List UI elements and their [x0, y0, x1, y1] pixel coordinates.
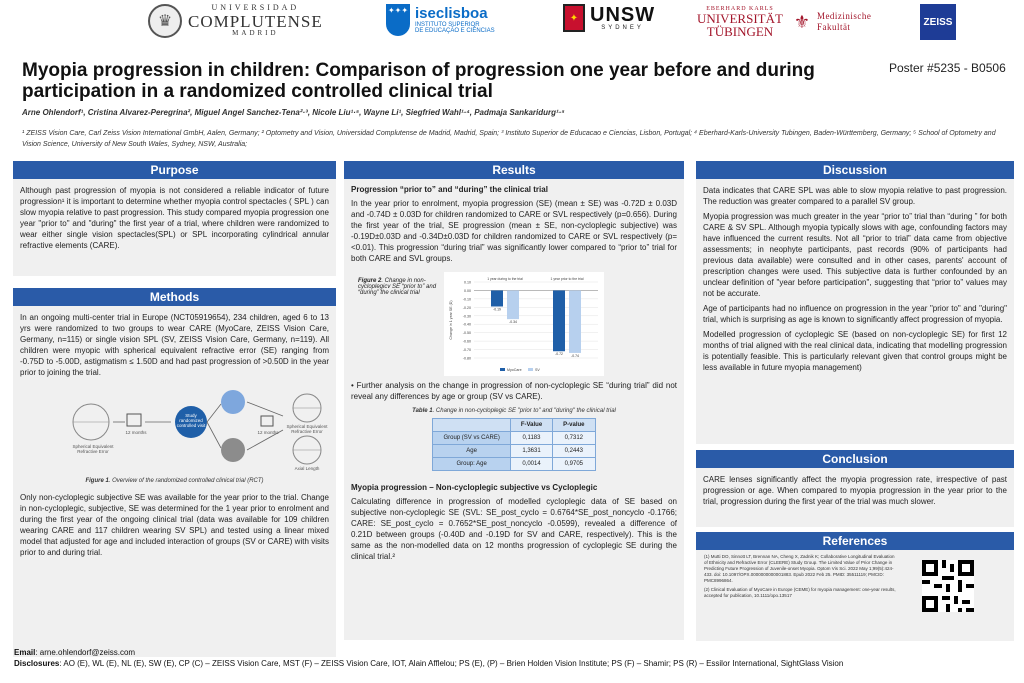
table-cell: 1,3631	[510, 445, 552, 458]
tub-line2: UNIVERSITÄT	[697, 11, 783, 26]
y-axis-label: Change in 1 year SE (D)	[449, 300, 453, 340]
ucm-logo	[148, 4, 323, 38]
table-cell: 0,2443	[553, 445, 595, 458]
y-tick-label: -0.30	[462, 314, 471, 319]
results-table	[432, 418, 595, 471]
unsw-sub: SYDNEY	[601, 25, 644, 31]
data-label: -0.19	[493, 307, 501, 312]
bar-myocare-0	[491, 290, 503, 306]
poster-title: Myopia progression in children: Comparison of progression one year before and during participation in a randomized controlled clinical trial	[22, 60, 815, 102]
legend-label: SV	[535, 368, 540, 372]
category-label: 1 year prior to the trial	[550, 277, 584, 281]
legend-swatch-sv	[528, 368, 533, 371]
results-subhead-2: Myopia progression – Non-cycloplegic subjective vs Cycloplegic	[351, 483, 598, 492]
tub-line1: EBERHARD KARLS	[706, 6, 774, 12]
table1-label: Table 1	[412, 408, 433, 414]
results-bullet: • Further analysis on the change in progression of non-cycloplegic SE “during trial” did not reveal any differences by age or group (SV vs CARE).	[351, 381, 677, 401]
label-12m-a: 12 months	[125, 430, 147, 435]
references-list	[696, 550, 906, 603]
results-bullet-text: Further analysis on the change in progression of non-cycloplegic SE “during trial” did not reveal any differences by age or group (SV vs CARE).	[351, 381, 677, 401]
y-tick-label: -0.40	[462, 322, 471, 327]
figure2-label: Figure 2	[358, 278, 382, 284]
ucm-line1: UNIVERSIDAD	[211, 3, 300, 13]
sv-group-node	[221, 438, 245, 462]
results-text-2: Calculating difference in progression of modelled cycloplegic data of SE based on subjective non-cycloplegic SE (SVL: SE_post_cyclo = 0.6764*SE_post_noncyclo -0.1766; CARE: SE_post_cyclo = 0.7652*SE_post_noncyclo -0.0599), revealed a difference of 0.21D between groups (-0.40D and -0.19D for SV and CARE, respectively). This is the same as the non-modelled data on 12 months progression of cycloplegic SE during the clinical trial.²	[351, 497, 677, 561]
ucm-line3: MADRID	[232, 29, 279, 38]
email-address[interactable]: : arne.ohlendorf@zeiss.com	[35, 648, 136, 657]
figure1-caption-text: . Overview of the randomized controlled clinical trial (RCT)	[108, 478, 264, 484]
y-tick-label: -0.50	[462, 331, 471, 336]
table1-caption	[344, 408, 684, 414]
table-header-cell: F-Value	[510, 419, 552, 432]
disclosures-label: Disclosures	[14, 659, 60, 668]
left-column	[13, 161, 336, 657]
figure2	[344, 270, 684, 378]
care-group-node	[221, 390, 245, 414]
purpose-panel	[13, 179, 336, 276]
email-label: Email	[14, 648, 36, 657]
footer-email-line	[14, 647, 1014, 658]
unsw-name: UNSW	[590, 4, 656, 26]
results-text-1: In the year prior to enrolment, myopia progression (SE) (mean ± SE) was -0.72D ± 0.03D and -0.74D ± 0.03D for children randomized to CARE or SVL respectively (p=0.656). During the first year of the trial, SE progression (mean ± SE, non-cycloplegic subjective) was -0.19D±0.03D and -0.34D±0.03D for children randomized to CARE or SVL respectively (p=<0.01). This progression “during trial” was significantly lower compared to “prior to” trial for both CARE and SVL groups.	[351, 199, 677, 263]
discussion-p2: Myopia progression was much greater in the year “prior to” trial than “during ” for both CARE & SV SPL. Although myopia typically slows with age, confounding factors may have influenced the current results. Not all “prior to trial” data came from objective assessments; in neophyte participants, past records (90% of participants had previous data available) were consulted and in other cases, parents' account of prescription changes were used. This subjective data is further confounded by an unclear definition of "year before participation", suggesting that “prior to” values may not be accurate.	[703, 212, 1007, 298]
tubingen-logo	[697, 6, 871, 38]
logo-bar	[0, 0, 1024, 50]
se-change-bar-chart	[444, 272, 604, 376]
label-se-before: Spherical Equivalent Refractive Error	[72, 444, 114, 454]
y-tick-label: 0.10	[464, 280, 471, 285]
isec-name: iseclisboa	[415, 4, 488, 22]
label-12m-b: 12 months	[257, 430, 279, 435]
footer-disclosures-line	[14, 658, 1014, 669]
table-cell: 0,1183	[510, 432, 552, 445]
table-header-cell: P-value	[553, 419, 595, 432]
legend-label: MyoCare	[507, 368, 522, 372]
author-list: Arne Ohlendorf¹, Cristina Alvarez-Peregrina², Miguel Angel Sanchez-Tena²·³, Nicole Liu¹·⁵, Wayne Li¹, Siegfried Wahl¹·⁴, Padmaja Sankaridurg¹·⁵	[22, 108, 565, 117]
calendar-icon-2	[261, 416, 273, 426]
conclusion-text: CARE lenses significantly affect the myopia progression rate, irrespective of past progression or age. When compared to myopia progression in the year prior to the trial, progression during the first year of the trial was much slower.	[703, 475, 1007, 506]
y-tick-label: -0.80	[462, 356, 471, 361]
discussion-heading: Discussion	[696, 161, 1014, 179]
middle-column	[344, 161, 684, 640]
references-heading: References	[696, 532, 1014, 550]
figure1-label: Figure 1	[85, 478, 109, 484]
category-label: 1 year during to the trial	[487, 277, 523, 281]
rct-overview-diagram	[21, 386, 328, 476]
right-column	[696, 161, 1014, 641]
isec-shield-icon: ✦✦✦	[386, 4, 410, 36]
tub-seal-icon: ⚜	[793, 11, 810, 32]
table-header-row	[433, 419, 595, 432]
methods-text-2: Only non-cycloplegic subjective SE was available for the year prior to the trial. Change in non-cycloplegic, subjective, SE was determined for the 1 year prior to enrolment and during the first year of the ongoing clinical trial (data was available for 109 children wearing CARE and 117 children wearing SV SPL) and tested using a linear mixed model that adjusted for age and included interaction of groups (SV or CARE) with visits prior to and during trial.	[20, 493, 329, 557]
results-panel	[344, 179, 684, 640]
isec-logo	[386, 4, 495, 36]
ucm-seal-icon: ♛	[148, 4, 182, 38]
y-tick-label: -0.60	[462, 339, 471, 344]
discussion-p1: Data indicates that CARE SPL was able to slow myopia relative to past progression. The reduction was greater compared to a parallel SV group.	[703, 186, 1007, 206]
table-cell: 0,0014	[510, 458, 552, 471]
affiliations: ¹ ZEISS Vision Care, Carl Zeiss Vision International GmbH, Aalen, Germany; ² Optometry and Vision, Universidad Complutense de Madrid, Madrid, Spain; ³ Instituto Superior de Educacao e Ciencias, Lisbon, Portugal; ⁴ Eberhard-Karls-University Tubingen, Baden-Württemberg, Germany; ⁵ School of Optometry and Vision Science, University of New South Wales, Sydney, NSW, Australia;	[22, 130, 996, 148]
methods-panel	[13, 306, 336, 657]
table-cell: 0,7312	[553, 432, 595, 445]
table-cell: Group (SV vs CARE)	[433, 432, 510, 445]
table1-caption-text: . Change in non-cycloplegic SE "prior to" and "during" the clinical trial	[432, 408, 616, 414]
table-cell: 0,9705	[553, 458, 595, 471]
tub-line3: TÜBINGEN	[706, 24, 774, 39]
methods-text-1: In an ongoing multi-center trial in Europe (NCT05919654), 234 children, aged 6 to 13 yrs were randomized to two groups to wear CARE (MyoCare, ZEISS Vision Care, Germany, n=115) or single vision SPL (SV, ZEISS Vision Care, Germany, n=119). All children were myopic with spherical equivalent refractive error (SE) ranging from -0.75D to -5.00D, astigmatism ≤ 1.50D and had past progression of >0.50D in the year prior to joining the trial.	[20, 313, 329, 377]
zeiss-name: ZEISS	[920, 4, 956, 40]
y-tick-label: -0.20	[462, 305, 471, 310]
results-heading: Results	[344, 161, 684, 179]
purpose-heading: Purpose	[13, 161, 336, 179]
data-label: -0.74	[571, 353, 579, 358]
y-tick-label: 0.00	[464, 288, 471, 293]
table-cell: Group: Age	[433, 458, 510, 471]
table-row	[433, 458, 595, 471]
bar-sv-1	[569, 290, 581, 352]
data-label: -0.72	[555, 352, 563, 357]
tub-fac1: Medizinische	[816, 11, 872, 22]
label-axial-length: Axial Length	[294, 466, 320, 471]
methods-heading: Methods	[13, 288, 336, 306]
table-row	[433, 432, 595, 445]
discussion-p4: Modelled progression of cycloplegic SE (based on non-cycloplegic SE) for first 12 months of trial aligned with the real clinical data, indicating that modelling progression is potentially feasible. This is particularly relevant given that control groups might be less available in future myopia management)	[703, 330, 1007, 372]
unsw-crest-icon: ✦	[563, 4, 585, 32]
y-tick-label: -0.70	[462, 348, 471, 353]
table-cell: Age	[433, 445, 510, 458]
tub-fac2: Fakultät	[816, 22, 851, 32]
bar-myocare-1	[553, 290, 565, 351]
poster-number: Poster #5235 - B0506	[889, 61, 1006, 75]
purpose-text: Although past progression of myopia is not considered a reliable indicator of future progression¹ it is important to determine whether myopia control spectacles ( SPL ) can slow myopia relative to past progression. This study compared myopia progression one year "prior to" and "during" the first year of a trial, where children were randomized to wear either single vision spectacles(SPL) or SPL incorporating cylindrical annular refractive elements (CARE).	[20, 186, 329, 250]
reference-item: (2) Clinical Evaluation of MyoCare in Europe (CEME) for myopia management: one-year results, accepted for publication, 10.1111/opo.13517	[704, 587, 896, 598]
qr-code-icon[interactable]	[922, 560, 974, 612]
results-subhead-1: Progression “prior to” and “during” the clinical trial	[351, 185, 548, 194]
discussion-panel	[696, 179, 1014, 444]
references-panel	[696, 550, 1014, 641]
data-label: -0.34	[509, 320, 517, 325]
zeiss-logo	[920, 4, 956, 40]
label-se-after: Spherical Equivalent Refractive Error	[286, 424, 328, 434]
discussion-p3: Age of participants had no influence on progression in the year "prior to" and "during" trial, which is surprising as age is known to significantly affect progression of myopia.	[703, 304, 1007, 324]
conclusion-heading: Conclusion	[696, 450, 1014, 468]
disclosures-text: : AO (E), WL (E), NL (E), SW (E), CP (C) – ZEISS Vision Care, MST (F) – ZEISS Vision Care, IOT, Alain Afflelou; PS (E), (P) – Brien Holden Vision Institute; PS (F) – Shamir; PS (R) – Essilor International, SightGlass Vision	[59, 659, 844, 668]
figure2-caption-text: . Change in non-cycloplegicv SE “prior to” and “during” the clinical trial	[358, 278, 437, 296]
reference-item: (1) Mutti DO, Sinnott LT, Brennan NA, Cheng X, Zadnik K; Collaborative Longitudinal Evaluation of Ethnicity and Refractive Error (CLEERE) Study Group. The Limited Value of Prior Change in Predicting Future Progression of Juvenile-onset Myopia. Optom Vis Sci. 2022 May 1;99(5):424-433. doi: 10.1097/OPX.0000000000001883. Epub 2022 Feb 25. PMID: 35511119; PMCID: PMC8996864.	[704, 554, 895, 583]
y-tick-label: -0.10	[462, 297, 471, 302]
isec-sub1: INSTITUTO SUPERIOR	[415, 21, 480, 28]
unsw-logo	[563, 4, 655, 32]
isec-sub2: DE EDUCAÇÃO E CIÊNCIAS	[415, 27, 495, 34]
table-row	[433, 445, 595, 458]
ucm-line2: COMPLUTENSE	[188, 11, 323, 31]
calendar-icon	[127, 414, 141, 426]
footer	[14, 647, 1014, 669]
legend-swatch-myocare	[500, 368, 505, 371]
label-randomized: Study randomized controlled visit	[176, 413, 206, 428]
bar-sv-0	[507, 290, 519, 319]
table-header-cell	[433, 419, 510, 432]
conclusion-panel	[696, 468, 1014, 527]
figure2-caption	[358, 278, 438, 296]
